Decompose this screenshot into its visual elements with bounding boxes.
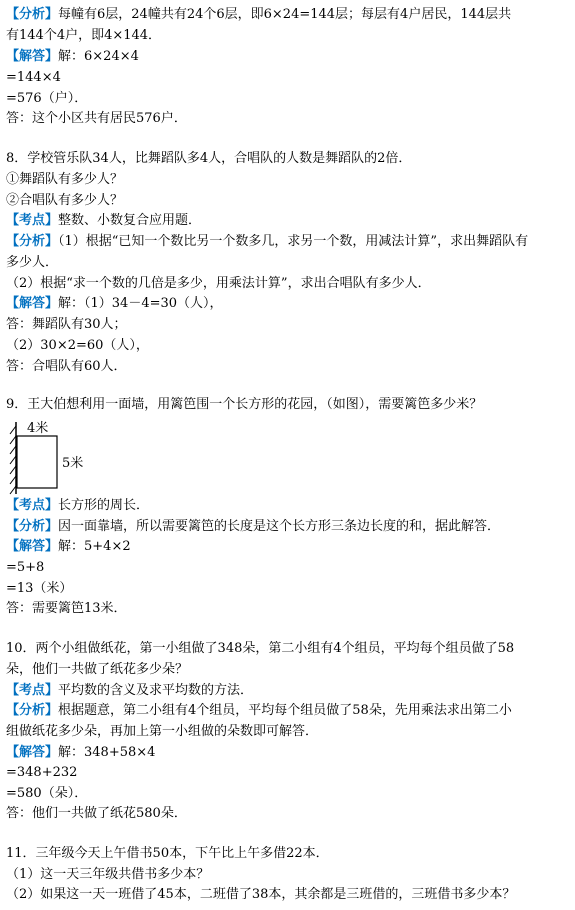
q7-answer-step-1: 【解答】解：6×24×4 bbox=[6, 49, 139, 64]
q7-analysis-line-1: 【分析】每幢有6层，24幢共有24个6层，即6×24=144层；每层有4户居民，144层共 bbox=[6, 7, 512, 22]
q10-question-line-1: 10．两个小组做纸花，第一小组做了348朵，第二小组有4个组员，平均每个组员做了58 bbox=[6, 641, 515, 656]
q10-topic: 【考点】平均数的含义及求平均数的方法． bbox=[6, 683, 254, 698]
q9-final-answer: 答：需要篱笆13米． bbox=[6, 601, 127, 616]
q7-answer-step-3: =576（户）． bbox=[6, 91, 88, 106]
q10-question-line-2: 朵，他们一共做了纸花多少朵？ bbox=[6, 662, 189, 677]
q7-final-answer: 答：这个小区共有居民576户． bbox=[6, 111, 187, 126]
q10-final-answer: 答：他们一共做了纸花580朵． bbox=[6, 806, 187, 821]
q10-answer-step-1: 【解答】解：348+58×4 bbox=[6, 745, 156, 760]
garden-diagram bbox=[6, 422, 116, 497]
q8-answer-2: 答：合唱队有60人． bbox=[6, 359, 127, 374]
q8-analysis-line-3: （2）根据“求一个数的几倍是多少，用乘法计算”，求出合唱队有多少人． bbox=[6, 276, 431, 291]
garden-figure bbox=[6, 422, 116, 497]
answer-tag: 【解答】 bbox=[6, 49, 59, 64]
q11-subquestion-1: （1）这一天三年级共借书多少本？ bbox=[6, 867, 210, 882]
answer-tag: 【解答】 bbox=[6, 296, 59, 311]
topic-tag: 【考点】 bbox=[6, 213, 59, 228]
width-label: 4米 bbox=[27, 421, 49, 436]
q7-answer-step-2: =144×4 bbox=[6, 70, 61, 85]
q11-subquestion-2: （2）如果这一天一班借了45本，二班借了38本，其余都是三班借的，三班借书多少本？ bbox=[6, 887, 516, 902]
q8-answer-step-1: 【解答】解：（1）34－4=30（人）， bbox=[6, 296, 223, 311]
q9-topic: 【考点】长方形的周长． bbox=[6, 498, 150, 513]
q8-subquestion-2: ②合唱队有多少人？ bbox=[6, 193, 124, 208]
analysis-tag: 【分析】 bbox=[6, 703, 59, 718]
q8-answer-1: 答：舞蹈队有30人； bbox=[6, 317, 127, 332]
q7-analysis-line-2: 有144个4户，即4×144． bbox=[6, 28, 162, 43]
q9-analysis: 【分析】因一面靠墙，所以需要篱笆的长度是这个长方形三条边长度的和，据此解答． bbox=[6, 519, 501, 534]
topic-tag: 【考点】 bbox=[6, 498, 59, 513]
q8-question: 8．学校管乐队34人，比舞蹈队多4人，合唱队的人数是舞蹈队的2倍． bbox=[6, 151, 412, 166]
analysis-tag: 【分析】 bbox=[6, 234, 59, 249]
q10-answer-step-2: =348+232 bbox=[6, 765, 78, 780]
length-label: 5米 bbox=[62, 456, 84, 471]
wall-hatching bbox=[10, 426, 16, 494]
q8-topic: 【考点】整数、小数复合应用题． bbox=[6, 213, 202, 228]
garden-rectangle bbox=[17, 436, 57, 488]
answer-tag: 【解答】 bbox=[6, 539, 59, 554]
q8-answer-step-2: （2）30×2=60（人）， bbox=[6, 338, 149, 353]
q9-answer-step-1: 【解答】解：5+4×2 bbox=[6, 539, 131, 554]
q11-question: 11．三年级今天上午借书50本，下午比上午多借22本． bbox=[6, 846, 329, 861]
q8-subquestion-1: ①舞蹈队有多少人？ bbox=[6, 172, 124, 187]
analysis-tag: 【分析】 bbox=[6, 519, 59, 534]
topic-tag: 【考点】 bbox=[6, 683, 59, 698]
q10-analysis-line-1: 【分析】根据题意，第二小组有4个组员，平均每个组员做了58朵，先用乘法求出第二小 bbox=[6, 703, 512, 718]
q8-analysis-line-1: 【分析】（1）根据“已知一个数比另一个数多几，求另一个数，用减法计算”，求出舞蹈队有 bbox=[6, 234, 529, 249]
q10-analysis-line-2: 组做纸花多少朵，再加上第一小组做的朵数即可解答． bbox=[6, 724, 319, 739]
q10-answer-step-3: =580（朵）． bbox=[6, 786, 88, 801]
q9-answer-step-3: =13（米） bbox=[6, 581, 73, 596]
answer-tag: 【解答】 bbox=[6, 745, 59, 760]
q8-analysis-line-2: 多少人． bbox=[6, 255, 59, 270]
analysis-tag: 【分析】 bbox=[6, 7, 59, 22]
q9-answer-step-2: =5+8 bbox=[6, 560, 45, 575]
q9-question: 9．王大伯想利用一面墙，用篱笆围一个长方形的花园，（如图），需要篱笆多少米？ bbox=[6, 397, 483, 412]
